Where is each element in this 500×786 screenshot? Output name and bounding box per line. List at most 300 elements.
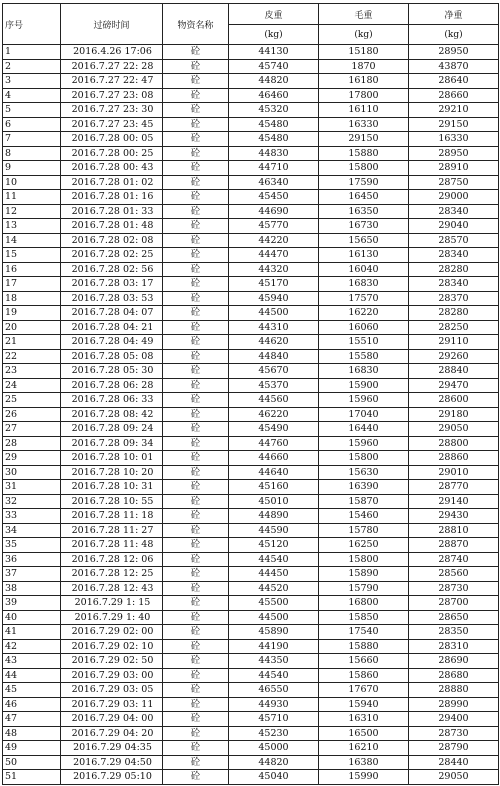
cell-gross-weight: 15860 xyxy=(319,668,409,683)
cell-net-weight: 29110 xyxy=(409,335,499,350)
cell-serial-number: 24 xyxy=(3,378,61,393)
cell-material-name: 砼 xyxy=(163,770,229,785)
table-row xyxy=(3,88,499,103)
cell-net-weight: 28840 xyxy=(409,364,499,379)
cell-serial-number: 30 xyxy=(3,465,61,480)
cell-net-weight: 29140 xyxy=(409,494,499,509)
cell-net-weight: 28700 xyxy=(409,596,499,611)
header-tare-weight: 皮重 xyxy=(229,4,319,25)
table-row xyxy=(3,190,499,205)
cell-gross-weight: 16830 xyxy=(319,277,409,292)
table-row xyxy=(3,306,499,321)
cell-material-name: 砼 xyxy=(163,697,229,712)
cell-material-name: 砼 xyxy=(163,88,229,103)
cell-material-name: 砼 xyxy=(163,465,229,480)
cell-serial-number: 25 xyxy=(3,393,61,408)
cell-material-name: 砼 xyxy=(163,364,229,379)
cell-material-name: 砼 xyxy=(163,668,229,683)
cell-weighing-time: 2016.7.28 00: 25 xyxy=(61,146,163,161)
cell-weighing-time: 2016.7.28 04: 49 xyxy=(61,335,163,350)
table-row xyxy=(3,335,499,350)
table-row xyxy=(3,755,499,770)
cell-material-name: 砼 xyxy=(163,654,229,669)
cell-net-weight: 28280 xyxy=(409,306,499,321)
cell-net-weight: 28600 xyxy=(409,393,499,408)
cell-gross-weight: 16380 xyxy=(319,755,409,770)
cell-net-weight: 28870 xyxy=(409,538,499,553)
cell-weighing-time: 2016.7.28 01: 48 xyxy=(61,219,163,234)
cell-material-name: 砼 xyxy=(163,480,229,495)
cell-tare-weight: 44760 xyxy=(229,436,319,451)
cell-net-weight: 28340 xyxy=(409,204,499,219)
cell-serial-number: 23 xyxy=(3,364,61,379)
cell-weighing-time: 2016.7.27 23: 30 xyxy=(61,103,163,118)
cell-serial-number: 5 xyxy=(3,103,61,118)
cell-weighing-time: 2016.7.28 05: 08 xyxy=(61,349,163,364)
cell-gross-weight: 15880 xyxy=(319,146,409,161)
cell-material-name: 砼 xyxy=(163,291,229,306)
table-body xyxy=(3,45,499,785)
cell-serial-number: 11 xyxy=(3,190,61,205)
table-row xyxy=(3,494,499,509)
cell-net-weight: 29180 xyxy=(409,407,499,422)
cell-weighing-time: 2016.7.28 06: 33 xyxy=(61,393,163,408)
cell-tare-weight: 44620 xyxy=(229,335,319,350)
cell-serial-number: 15 xyxy=(3,248,61,263)
cell-tare-weight: 45160 xyxy=(229,480,319,495)
cell-weighing-time: 2016.7.28 10: 31 xyxy=(61,480,163,495)
cell-weighing-time: 2016.7.29 02: 00 xyxy=(61,625,163,640)
cell-weighing-time: 2016.7.28 11: 27 xyxy=(61,523,163,538)
table-row xyxy=(3,320,499,335)
cell-tare-weight: 44220 xyxy=(229,233,319,248)
cell-weighing-time: 2016.7.29 04: 00 xyxy=(61,712,163,727)
cell-gross-weight: 15580 xyxy=(319,349,409,364)
table-row xyxy=(3,436,499,451)
cell-material-name: 砼 xyxy=(163,335,229,350)
cell-net-weight: 28910 xyxy=(409,161,499,176)
cell-serial-number: 21 xyxy=(3,335,61,350)
table-row xyxy=(3,509,499,524)
cell-gross-weight: 16390 xyxy=(319,480,409,495)
cell-gross-weight: 15660 xyxy=(319,654,409,669)
cell-tare-weight: 44500 xyxy=(229,610,319,625)
cell-tare-weight: 45490 xyxy=(229,422,319,437)
table-row xyxy=(3,117,499,132)
cell-serial-number: 6 xyxy=(3,117,61,132)
cell-net-weight: 28750 xyxy=(409,175,499,190)
cell-tare-weight: 44660 xyxy=(229,451,319,466)
cell-gross-weight: 15650 xyxy=(319,233,409,248)
weighing-table xyxy=(2,3,499,785)
cell-material-name: 砼 xyxy=(163,248,229,263)
cell-tare-weight: 44820 xyxy=(229,755,319,770)
cell-serial-number: 9 xyxy=(3,161,61,176)
cell-material-name: 砼 xyxy=(163,320,229,335)
cell-tare-weight: 44820 xyxy=(229,74,319,89)
cell-net-weight: 29400 xyxy=(409,712,499,727)
cell-gross-weight: 15870 xyxy=(319,494,409,509)
cell-gross-weight: 16210 xyxy=(319,741,409,756)
table-row xyxy=(3,248,499,263)
cell-material-name: 砼 xyxy=(163,509,229,524)
cell-gross-weight: 16440 xyxy=(319,422,409,437)
table-row xyxy=(3,770,499,785)
cell-tare-weight: 44690 xyxy=(229,204,319,219)
cell-net-weight: 29050 xyxy=(409,422,499,437)
cell-weighing-time: 2016.7.27 23: 45 xyxy=(61,117,163,132)
cell-tare-weight: 44540 xyxy=(229,668,319,683)
cell-tare-weight: 45040 xyxy=(229,770,319,785)
cell-tare-weight: 46340 xyxy=(229,175,319,190)
table-row xyxy=(3,103,499,118)
cell-weighing-time: 2016.7.28 02: 25 xyxy=(61,248,163,263)
cell-weighing-time: 2016.7.28 00: 05 xyxy=(61,132,163,147)
cell-weighing-time: 2016.7.28 02: 08 xyxy=(61,233,163,248)
cell-tare-weight: 45740 xyxy=(229,59,319,74)
cell-gross-weight: 17590 xyxy=(319,175,409,190)
cell-weighing-time: 2016.7.29 05:10 xyxy=(61,770,163,785)
cell-gross-weight: 17040 xyxy=(319,407,409,422)
cell-net-weight: 28680 xyxy=(409,668,499,683)
cell-weighing-time: 2016.7.28 10: 20 xyxy=(61,465,163,480)
cell-weighing-time: 2016.7.28 01: 16 xyxy=(61,190,163,205)
cell-gross-weight: 16830 xyxy=(319,364,409,379)
cell-net-weight: 28990 xyxy=(409,697,499,712)
cell-tare-weight: 45710 xyxy=(229,712,319,727)
cell-gross-weight: 15790 xyxy=(319,581,409,596)
cell-serial-number: 34 xyxy=(3,523,61,538)
cell-serial-number: 31 xyxy=(3,480,61,495)
cell-serial-number: 29 xyxy=(3,451,61,466)
cell-net-weight: 28660 xyxy=(409,88,499,103)
cell-serial-number: 45 xyxy=(3,683,61,698)
table-row xyxy=(3,465,499,480)
cell-gross-weight: 16330 xyxy=(319,117,409,132)
cell-gross-weight: 16730 xyxy=(319,219,409,234)
cell-material-name: 砼 xyxy=(163,683,229,698)
header-weighing-time: 过磅时间 xyxy=(61,4,163,45)
cell-tare-weight: 45500 xyxy=(229,596,319,611)
cell-tare-weight: 44470 xyxy=(229,248,319,263)
cell-serial-number: 47 xyxy=(3,712,61,727)
cell-material-name: 砼 xyxy=(163,190,229,205)
cell-net-weight: 28950 xyxy=(409,45,499,60)
cell-material-name: 砼 xyxy=(163,146,229,161)
cell-material-name: 砼 xyxy=(163,538,229,553)
table-row xyxy=(3,523,499,538)
cell-net-weight: 28370 xyxy=(409,291,499,306)
cell-weighing-time: 2016.7.28 04: 21 xyxy=(61,320,163,335)
cell-gross-weight: 15880 xyxy=(319,639,409,654)
table-row xyxy=(3,262,499,277)
cell-tare-weight: 46550 xyxy=(229,683,319,698)
cell-net-weight: 29050 xyxy=(409,770,499,785)
cell-serial-number: 20 xyxy=(3,320,61,335)
cell-serial-number: 12 xyxy=(3,204,61,219)
cell-gross-weight: 17540 xyxy=(319,625,409,640)
table-row xyxy=(3,552,499,567)
table-row xyxy=(3,625,499,640)
cell-gross-weight: 15800 xyxy=(319,161,409,176)
table-row xyxy=(3,175,499,190)
table-row xyxy=(3,161,499,176)
table-row xyxy=(3,726,499,741)
header-material-name: 物资名称 xyxy=(163,4,229,45)
cell-serial-number: 38 xyxy=(3,581,61,596)
cell-tare-weight: 44450 xyxy=(229,567,319,582)
cell-net-weight: 28640 xyxy=(409,74,499,89)
cell-gross-weight: 15780 xyxy=(319,523,409,538)
cell-tare-weight: 44320 xyxy=(229,262,319,277)
cell-gross-weight: 15510 xyxy=(319,335,409,350)
cell-tare-weight: 45170 xyxy=(229,277,319,292)
table-row xyxy=(3,683,499,698)
cell-material-name: 砼 xyxy=(163,277,229,292)
cell-weighing-time: 2016.7.29 03: 05 xyxy=(61,683,163,698)
cell-serial-number: 51 xyxy=(3,770,61,785)
table-row xyxy=(3,480,499,495)
cell-weighing-time: 2016.7.29 02: 10 xyxy=(61,639,163,654)
cell-gross-weight: 15800 xyxy=(319,451,409,466)
cell-gross-weight: 1870 xyxy=(319,59,409,74)
table-row xyxy=(3,277,499,292)
cell-gross-weight: 15180 xyxy=(319,45,409,60)
cell-weighing-time: 2016.7.27 22: 28 xyxy=(61,59,163,74)
cell-serial-number: 3 xyxy=(3,74,61,89)
cell-material-name: 砼 xyxy=(163,523,229,538)
header-net-weight: 净重 xyxy=(409,4,499,25)
cell-net-weight: 28340 xyxy=(409,248,499,263)
cell-weighing-time: 2016.7.28 09: 24 xyxy=(61,422,163,437)
cell-weighing-time: 2016.7.27 23: 08 xyxy=(61,88,163,103)
cell-material-name: 砼 xyxy=(163,262,229,277)
cell-serial-number: 28 xyxy=(3,436,61,451)
table-row xyxy=(3,639,499,654)
table-row xyxy=(3,59,499,74)
cell-serial-number: 40 xyxy=(3,610,61,625)
table-row xyxy=(3,451,499,466)
cell-net-weight: 29010 xyxy=(409,465,499,480)
cell-weighing-time: 2016.7.28 10: 55 xyxy=(61,494,163,509)
cell-net-weight: 28810 xyxy=(409,523,499,538)
cell-weighing-time: 2016.7.28 05: 30 xyxy=(61,364,163,379)
cell-net-weight: 28310 xyxy=(409,639,499,654)
cell-weighing-time: 2016.7.28 01: 02 xyxy=(61,175,163,190)
cell-serial-number: 42 xyxy=(3,639,61,654)
cell-material-name: 砼 xyxy=(163,596,229,611)
cell-material-name: 砼 xyxy=(163,45,229,60)
cell-serial-number: 13 xyxy=(3,219,61,234)
table-row xyxy=(3,596,499,611)
cell-weighing-time: 2016.7.28 04: 07 xyxy=(61,306,163,321)
cell-material-name: 砼 xyxy=(163,378,229,393)
cell-material-name: 砼 xyxy=(163,74,229,89)
cell-net-weight: 29260 xyxy=(409,349,499,364)
cell-gross-weight: 15940 xyxy=(319,697,409,712)
cell-weighing-time: 2016.7.29 04:35 xyxy=(61,741,163,756)
table-row xyxy=(3,610,499,625)
header-gross-weight: 毛重 xyxy=(319,4,409,25)
cell-gross-weight: 16250 xyxy=(319,538,409,553)
cell-material-name: 砼 xyxy=(163,451,229,466)
cell-gross-weight: 15960 xyxy=(319,393,409,408)
cell-weighing-time: 2016.7.28 12: 06 xyxy=(61,552,163,567)
cell-material-name: 砼 xyxy=(163,726,229,741)
cell-weighing-time: 2016.7.28 10: 01 xyxy=(61,451,163,466)
cell-weighing-time: 2016.7.28 09: 34 xyxy=(61,436,163,451)
cell-weighing-time: 2016.7.28 12: 25 xyxy=(61,567,163,582)
table-row xyxy=(3,712,499,727)
cell-serial-number: 2 xyxy=(3,59,61,74)
table-row xyxy=(3,146,499,161)
cell-material-name: 砼 xyxy=(163,552,229,567)
cell-weighing-time: 2016.4.26 17:06 xyxy=(61,45,163,60)
cell-net-weight: 29040 xyxy=(409,219,499,234)
cell-tare-weight: 45230 xyxy=(229,726,319,741)
cell-gross-weight: 29150 xyxy=(319,132,409,147)
cell-tare-weight: 44710 xyxy=(229,161,319,176)
cell-serial-number: 32 xyxy=(3,494,61,509)
cell-gross-weight: 17570 xyxy=(319,291,409,306)
table-row xyxy=(3,364,499,379)
cell-gross-weight: 16180 xyxy=(319,74,409,89)
cell-serial-number: 1 xyxy=(3,45,61,60)
cell-weighing-time: 2016.7.28 08: 42 xyxy=(61,407,163,422)
cell-serial-number: 17 xyxy=(3,277,61,292)
cell-serial-number: 27 xyxy=(3,422,61,437)
cell-weighing-time: 2016.7.29 03: 11 xyxy=(61,697,163,712)
cell-weighing-time: 2016.7.29 04: 20 xyxy=(61,726,163,741)
cell-gross-weight: 15900 xyxy=(319,378,409,393)
cell-serial-number: 39 xyxy=(3,596,61,611)
cell-net-weight: 29000 xyxy=(409,190,499,205)
cell-serial-number: 4 xyxy=(3,88,61,103)
cell-material-name: 砼 xyxy=(163,204,229,219)
table-row xyxy=(3,349,499,364)
cell-material-name: 砼 xyxy=(163,59,229,74)
cell-serial-number: 35 xyxy=(3,538,61,553)
cell-serial-number: 8 xyxy=(3,146,61,161)
table-row xyxy=(3,291,499,306)
cell-weighing-time: 2016.7.28 01: 33 xyxy=(61,204,163,219)
cell-net-weight: 28730 xyxy=(409,581,499,596)
cell-net-weight: 28560 xyxy=(409,567,499,582)
table-row xyxy=(3,45,499,60)
cell-weighing-time: 2016.7.28 03: 17 xyxy=(61,277,163,292)
cell-tare-weight: 44560 xyxy=(229,393,319,408)
cell-tare-weight: 44520 xyxy=(229,581,319,596)
table-row xyxy=(3,407,499,422)
cell-net-weight: 28350 xyxy=(409,625,499,640)
cell-material-name: 砼 xyxy=(163,349,229,364)
cell-material-name: 砼 xyxy=(163,567,229,582)
cell-gross-weight: 17670 xyxy=(319,683,409,698)
table-row xyxy=(3,581,499,596)
cell-serial-number: 22 xyxy=(3,349,61,364)
table-row xyxy=(3,538,499,553)
cell-gross-weight: 15460 xyxy=(319,509,409,524)
header-tare-unit: (kg) xyxy=(229,25,319,45)
cell-weighing-time: 2016.7.29 1: 40 xyxy=(61,610,163,625)
cell-net-weight: 28650 xyxy=(409,610,499,625)
cell-gross-weight: 16220 xyxy=(319,306,409,321)
cell-weighing-time: 2016.7.29 03: 00 xyxy=(61,668,163,683)
cell-material-name: 砼 xyxy=(163,436,229,451)
cell-serial-number: 18 xyxy=(3,291,61,306)
cell-gross-weight: 16110 xyxy=(319,103,409,118)
cell-net-weight: 28860 xyxy=(409,451,499,466)
cell-tare-weight: 45370 xyxy=(229,378,319,393)
cell-net-weight: 28770 xyxy=(409,480,499,495)
cell-weighing-time: 2016.7.27 22: 47 xyxy=(61,74,163,89)
cell-gross-weight: 15960 xyxy=(319,436,409,451)
cell-serial-number: 10 xyxy=(3,175,61,190)
cell-material-name: 砼 xyxy=(163,422,229,437)
cell-weighing-time: 2016.7.29 04:50 xyxy=(61,755,163,770)
cell-gross-weight: 16060 xyxy=(319,320,409,335)
cell-material-name: 砼 xyxy=(163,610,229,625)
table-row xyxy=(3,697,499,712)
cell-tare-weight: 44500 xyxy=(229,306,319,321)
table-row xyxy=(3,567,499,582)
cell-material-name: 砼 xyxy=(163,233,229,248)
cell-material-name: 砼 xyxy=(163,639,229,654)
table-row xyxy=(3,74,499,89)
table-header xyxy=(3,4,499,45)
cell-tare-weight: 45450 xyxy=(229,190,319,205)
cell-material-name: 砼 xyxy=(163,175,229,190)
cell-weighing-time: 2016.7.28 03: 53 xyxy=(61,291,163,306)
cell-serial-number: 41 xyxy=(3,625,61,640)
table-row xyxy=(3,393,499,408)
header-net-unit: (kg) xyxy=(409,25,499,45)
cell-tare-weight: 45480 xyxy=(229,117,319,132)
cell-tare-weight: 44540 xyxy=(229,552,319,567)
cell-gross-weight: 16450 xyxy=(319,190,409,205)
header-serial-number: 序号 xyxy=(3,4,61,45)
cell-material-name: 砼 xyxy=(163,741,229,756)
cell-serial-number: 16 xyxy=(3,262,61,277)
cell-tare-weight: 46220 xyxy=(229,407,319,422)
cell-weighing-time: 2016.7.28 00: 43 xyxy=(61,161,163,176)
cell-net-weight: 28280 xyxy=(409,262,499,277)
cell-net-weight: 43870 xyxy=(409,59,499,74)
cell-serial-number: 19 xyxy=(3,306,61,321)
cell-tare-weight: 44930 xyxy=(229,697,319,712)
cell-gross-weight: 16040 xyxy=(319,262,409,277)
cell-tare-weight: 45890 xyxy=(229,625,319,640)
cell-gross-weight: 16350 xyxy=(319,204,409,219)
cell-serial-number: 14 xyxy=(3,233,61,248)
cell-gross-weight: 16800 xyxy=(319,596,409,611)
table-row xyxy=(3,668,499,683)
cell-weighing-time: 2016.7.28 02: 56 xyxy=(61,262,163,277)
cell-material-name: 砼 xyxy=(163,712,229,727)
cell-tare-weight: 45770 xyxy=(229,219,319,234)
cell-gross-weight: 15990 xyxy=(319,770,409,785)
table-row xyxy=(3,741,499,756)
cell-net-weight: 28740 xyxy=(409,552,499,567)
cell-net-weight: 28570 xyxy=(409,233,499,248)
cell-tare-weight: 44830 xyxy=(229,146,319,161)
table-row xyxy=(3,654,499,669)
cell-tare-weight: 45120 xyxy=(229,538,319,553)
cell-material-name: 砼 xyxy=(163,161,229,176)
cell-net-weight: 29150 xyxy=(409,117,499,132)
cell-tare-weight: 44310 xyxy=(229,320,319,335)
cell-serial-number: 33 xyxy=(3,509,61,524)
